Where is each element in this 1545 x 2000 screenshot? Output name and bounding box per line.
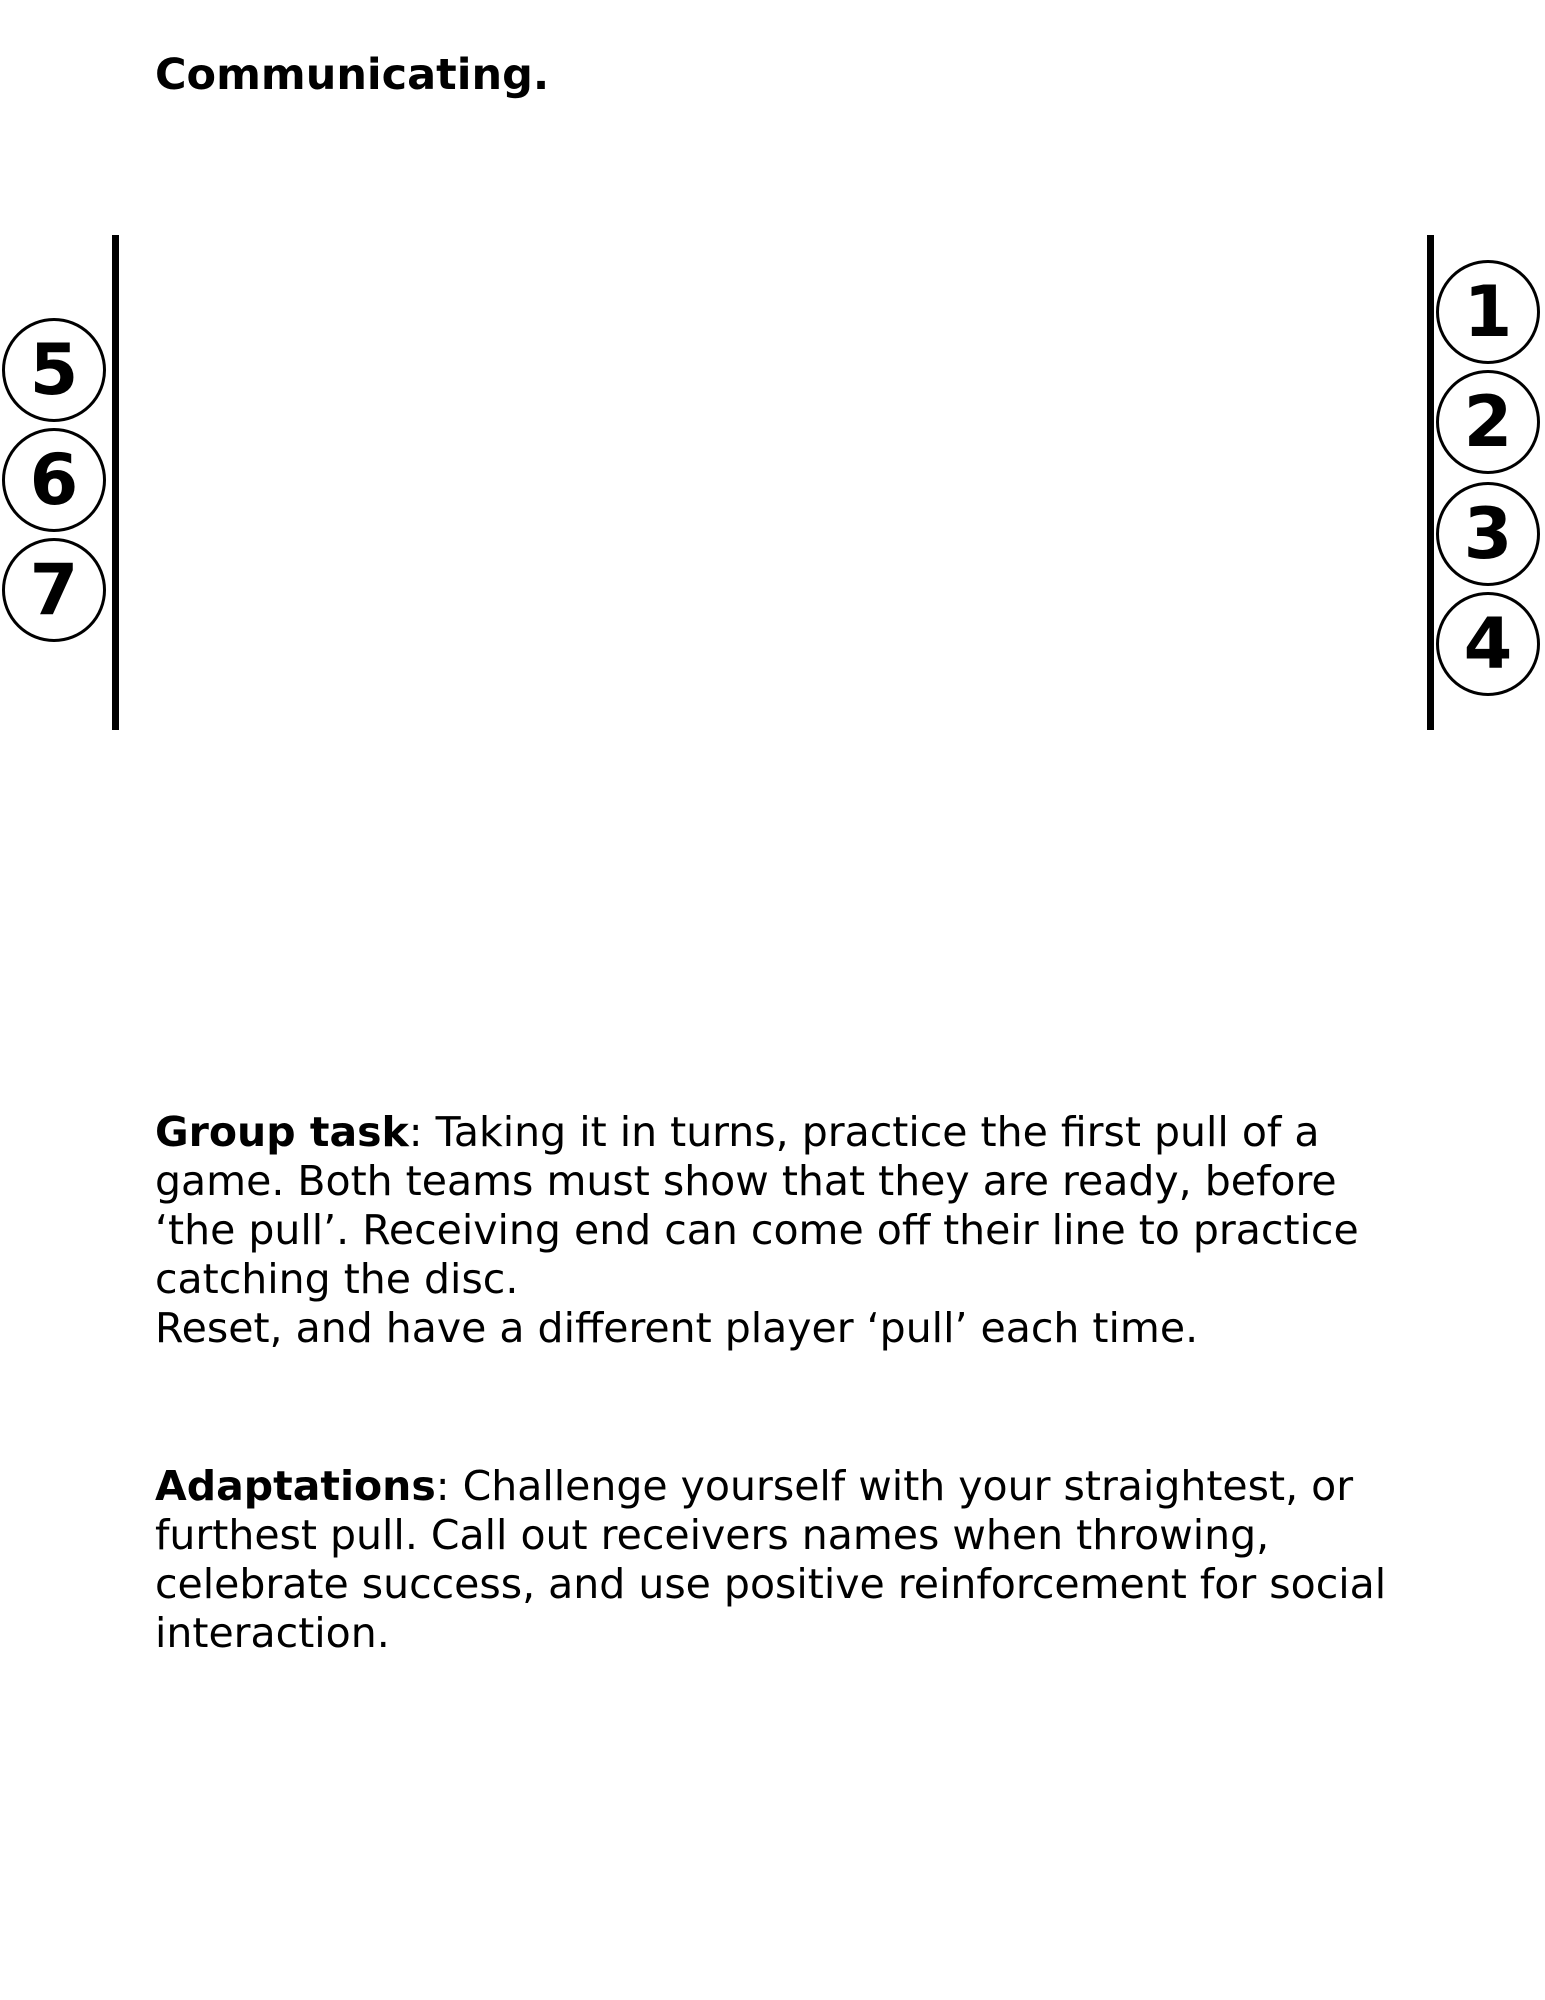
player-number: 7 (29, 549, 79, 631)
adaptations-heading: Adaptations (155, 1462, 436, 1510)
player-number: 1 (1463, 271, 1513, 353)
page-title: Communicating. (155, 50, 550, 100)
player-circle-3 (1436, 482, 1540, 586)
adaptations-paragraph (155, 1462, 1415, 1658)
player-circle-4 (1436, 592, 1540, 696)
player-circle-7 (2, 538, 106, 642)
right-team-line (1427, 235, 1434, 730)
adaptations-text: : Challenge yourself with your straightest, or furthest pull. Call out receivers names when throwing, celebrate success, and use positive reinforcement for social interaction. (155, 1462, 1387, 1657)
left-team-line (112, 235, 119, 730)
player-number: 6 (29, 439, 79, 521)
player-circle-5 (2, 318, 106, 422)
group-task-reset-text: Reset, and have a different player ‘pull’ each time. (155, 1304, 1199, 1352)
player-number: 4 (1463, 603, 1513, 685)
player-number: 5 (29, 329, 79, 411)
group-task-text: : Taking it in turns, practice the first pull of a game. Both teams must show that they are ready, before ‘the pull’. Receiving end can come off their line to practice catching the disc. (155, 1108, 1359, 1303)
player-circle-1 (1436, 260, 1540, 364)
group-task-heading: Group task (155, 1108, 409, 1156)
player-circle-2 (1436, 370, 1540, 474)
player-circle-6 (2, 428, 106, 532)
player-number: 2 (1463, 381, 1513, 463)
player-number: 3 (1463, 493, 1513, 575)
group-task-line (155, 1108, 1415, 1304)
group-task-paragraph (155, 1108, 1415, 1353)
